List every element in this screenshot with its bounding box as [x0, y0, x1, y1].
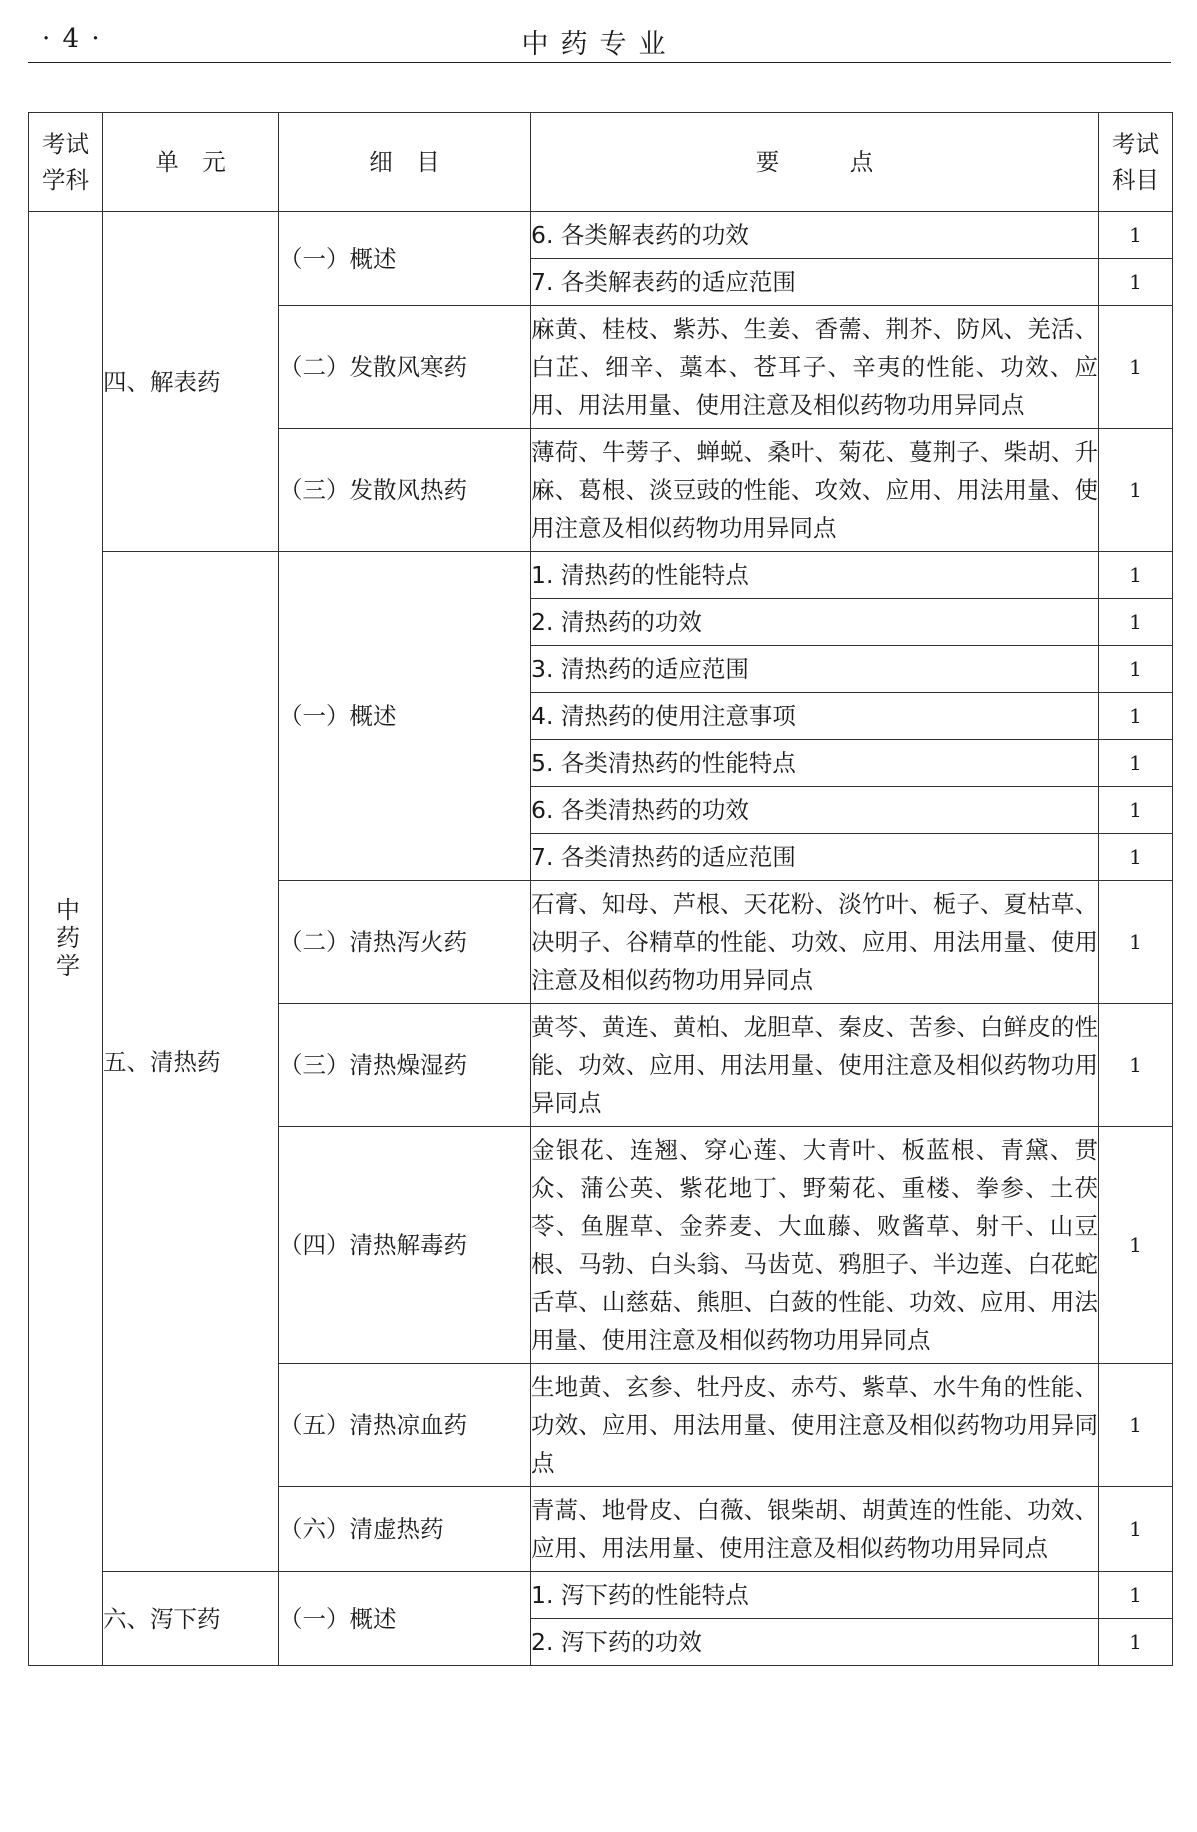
point-cell: 2. 泻下药的功效 [531, 1619, 1099, 1666]
detail-cell: （六）清虚热药 [279, 1487, 531, 1572]
level-cell: 1 [1099, 787, 1173, 834]
level-cell: 1 [1099, 1572, 1173, 1619]
point-cell: 6. 各类解表药的功效 [531, 212, 1099, 259]
detail-cell: （二）发散风寒药 [279, 306, 531, 429]
syllabus-table [28, 112, 1173, 1666]
point-cell: 黄芩、黄连、黄柏、龙胆草、秦皮、苦参、白鲜皮的性能、功效、应用、用法用量、使用注意及相似药物功用异同点 [531, 1004, 1099, 1127]
unit-cell: 六、泻下药 [103, 1572, 279, 1666]
detail-cell: （一）概述 [279, 552, 531, 881]
col-level-line2: 科目 [1112, 166, 1159, 194]
level-cell: 1 [1099, 1487, 1173, 1572]
point-cell: 生地黄、玄参、牡丹皮、赤芍、紫草、水牛角的性能、功效、应用、用法用量、使用注意及相似药物功用异同点 [531, 1364, 1099, 1487]
detail-cell: （四）清热解毒药 [279, 1127, 531, 1364]
level-cell: 1 [1099, 740, 1173, 787]
table-row [29, 1572, 1173, 1619]
level-cell: 1 [1099, 834, 1173, 881]
table-body [29, 212, 1173, 1666]
page-number: · 4 · [42, 24, 102, 54]
point-cell: 1. 清热药的性能特点 [531, 552, 1099, 599]
point-cell: 5. 各类清热药的性能特点 [531, 740, 1099, 787]
point-cell: 7. 各类清热药的适应范围 [531, 834, 1099, 881]
point-cell: 金银花、连翘、穿心莲、大青叶、板蓝根、青黛、贯众、蒲公英、紫花地丁、野菊花、重楼、拳参、土茯苓、鱼腥草、金荞麦、大血藤、败酱草、射干、山豆根、马勃、白头翁、马齿苋、鸦胆子、半边莲、白花蛇舌草、山慈菇、熊胆、白蔹的性能、功效、应用、用法用量、使用注意及相似药物功用异同点 [531, 1127, 1099, 1364]
col-subject-line1: 考试 [42, 130, 89, 158]
point-cell: 青蒿、地骨皮、白薇、银柴胡、胡黄连的性能、功效、应用、用法用量、使用注意及相似药物功用异同点 [531, 1487, 1099, 1572]
column-header-point: 要 点 [531, 113, 1099, 212]
point-cell: 2. 清热药的功效 [531, 599, 1099, 646]
level-cell: 1 [1099, 646, 1173, 693]
table-row [29, 212, 1173, 259]
level-cell: 1 [1099, 259, 1173, 306]
unit-cell: 四、解表药 [103, 212, 279, 552]
detail-cell: （三）发散风热药 [279, 429, 531, 552]
point-cell: 4. 清热药的使用注意事项 [531, 693, 1099, 740]
column-header-detail: 细 目 [279, 113, 531, 212]
level-cell: 1 [1099, 552, 1173, 599]
detail-cell: （一）概述 [279, 1572, 531, 1666]
column-header-subject [29, 113, 103, 212]
column-header-unit: 单 元 [103, 113, 279, 212]
page-header [28, 18, 1171, 63]
level-cell: 1 [1099, 881, 1173, 1004]
point-cell: 麻黄、桂枝、紫苏、生姜、香薷、荆芥、防风、羌活、白芷、细辛、藁本、苍耳子、辛夷的性能、功效、应用、用法用量、使用注意及相似药物功用异同点 [531, 306, 1099, 429]
detail-cell: （五）清热凉血药 [279, 1364, 531, 1487]
subject-cell: 中药学 [29, 212, 103, 1666]
level-cell: 1 [1099, 599, 1173, 646]
detail-cell: （二）清热泻火药 [279, 881, 531, 1004]
point-cell: 石膏、知母、芦根、天花粉、淡竹叶、栀子、夏枯草、决明子、谷精草的性能、功效、应用、用法用量、使用注意及相似药物功用异同点 [531, 881, 1099, 1004]
col-subject-line2: 学科 [42, 166, 89, 194]
point-cell: 6. 各类清热药的功效 [531, 787, 1099, 834]
point-cell: 1. 泻下药的性能特点 [531, 1572, 1099, 1619]
page-title: 中药专业 [521, 29, 678, 60]
point-cell: 7. 各类解表药的适应范围 [531, 259, 1099, 306]
level-cell: 1 [1099, 429, 1173, 552]
level-cell: 1 [1099, 693, 1173, 740]
level-cell: 1 [1099, 306, 1173, 429]
level-cell: 1 [1099, 212, 1173, 259]
point-cell: 薄荷、牛蒡子、蝉蜕、桑叶、菊花、蔓荆子、柴胡、升麻、葛根、淡豆豉的性能、攻效、应用、用法用量、使用注意及相似药物功用异同点 [531, 429, 1099, 552]
detail-cell: （一）概述 [279, 212, 531, 306]
table-row [29, 552, 1173, 599]
detail-cell: （三）清热燥湿药 [279, 1004, 531, 1127]
point-cell: 3. 清热药的适应范围 [531, 646, 1099, 693]
table-header-row [29, 113, 1173, 212]
column-header-level [1099, 113, 1173, 212]
level-cell: 1 [1099, 1364, 1173, 1487]
level-cell: 1 [1099, 1004, 1173, 1127]
unit-cell: 五、清热药 [103, 552, 279, 1572]
col-level-line1: 考试 [1112, 130, 1159, 158]
level-cell: 1 [1099, 1127, 1173, 1364]
level-cell: 1 [1099, 1619, 1173, 1666]
